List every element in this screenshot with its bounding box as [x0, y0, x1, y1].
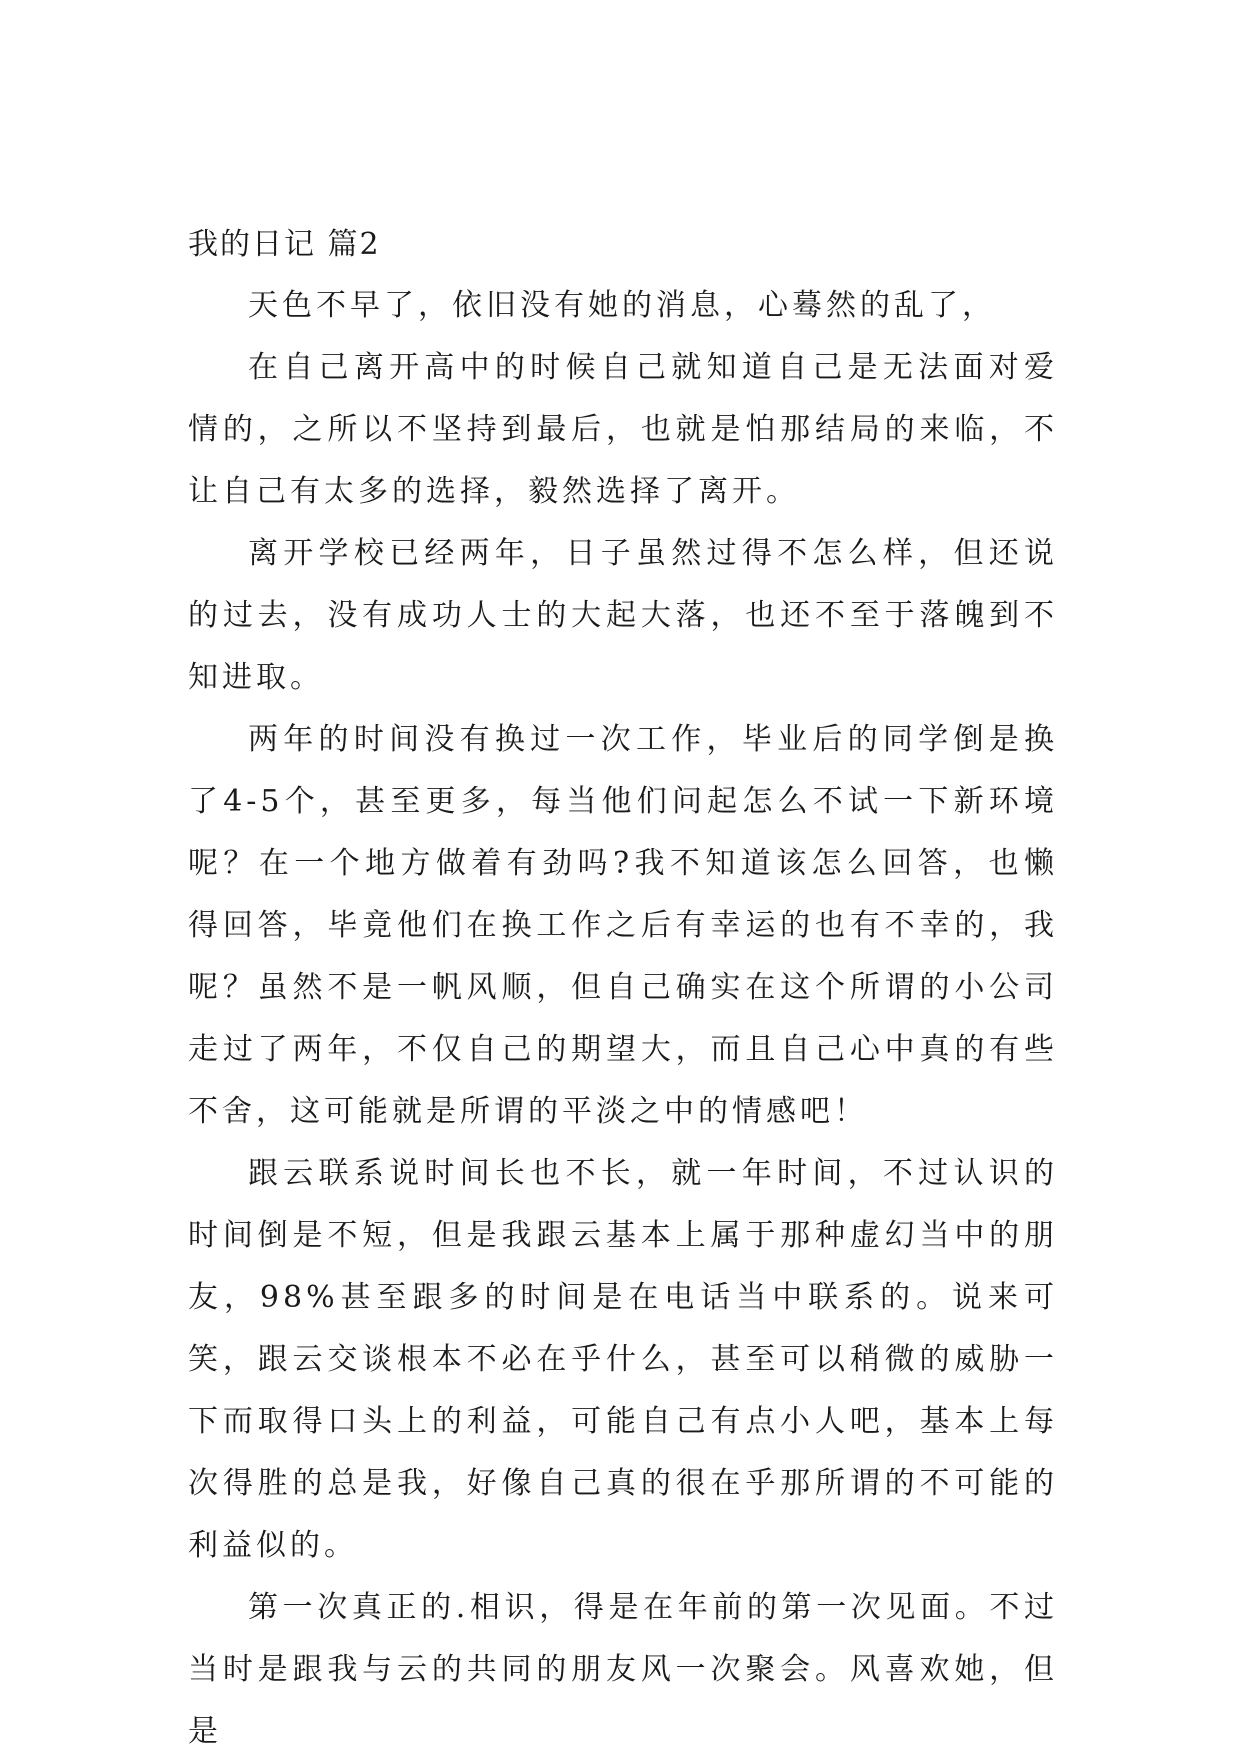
document-title: 我的日记 篇2 — [188, 227, 381, 262]
paragraph-6: 第一次真正的.相识，得是在年前的第一次见面。不过当时是跟我与云的共同的朋友风一次聚会。风喜欢她，但是 — [188, 1590, 1058, 1749]
paragraph-1: 天色不早了，依旧没有她的消息，心蓦然的乱了， — [248, 288, 996, 323]
paragraph-4: 两年的时间没有换过一次工作，毕业后的同学倒是换了4-5个，甚至更多，每当他们问起怎么不试一下新环境呢？在一个地方做着有劲吗?我不知道该怎么回答，也懒得回答，毕竟他们在换工作之后有幸运的也有不幸的，我呢？虽然不是一帆风顺，但自己确实在这个所谓的小公司走过了两年，不仅自己的期望大，而且自己心中真的有些不舍，这可能就是所谓的平淡之中的情感吧！ — [188, 722, 1058, 1129]
document-body — [188, 215, 1058, 1763]
paragraph-3: 离开学校已经两年，日子虽然过得不怎么样，但还说的过去，没有成功人士的大起大落，也还不至于落魄到不知进取。 — [188, 536, 1058, 695]
paragraph-2: 在自己离开高中的时候自己就知道自己是无法面对爱情的，之所以不坚持到最后，也就是怕那结局的来临，不让自己有太多的选择，毅然选择了离开。 — [188, 350, 1058, 509]
paragraph-5: 跟云联系说时间长也不长，就一年时间，不过认识的时间倒是不短，但是我跟云基本上属于那种虚幻当中的朋友，98%甚至跟多的时间是在电话当中联系的。说来可笑，跟云交谈根本不必在乎什么，甚至可以稍微的威胁一下而取得口头上的利益，可能自己有点小人吧，基本上每次得胜的总是我，好像自己真的很在乎那所谓的不可能的利益似的。 — [188, 1156, 1058, 1563]
